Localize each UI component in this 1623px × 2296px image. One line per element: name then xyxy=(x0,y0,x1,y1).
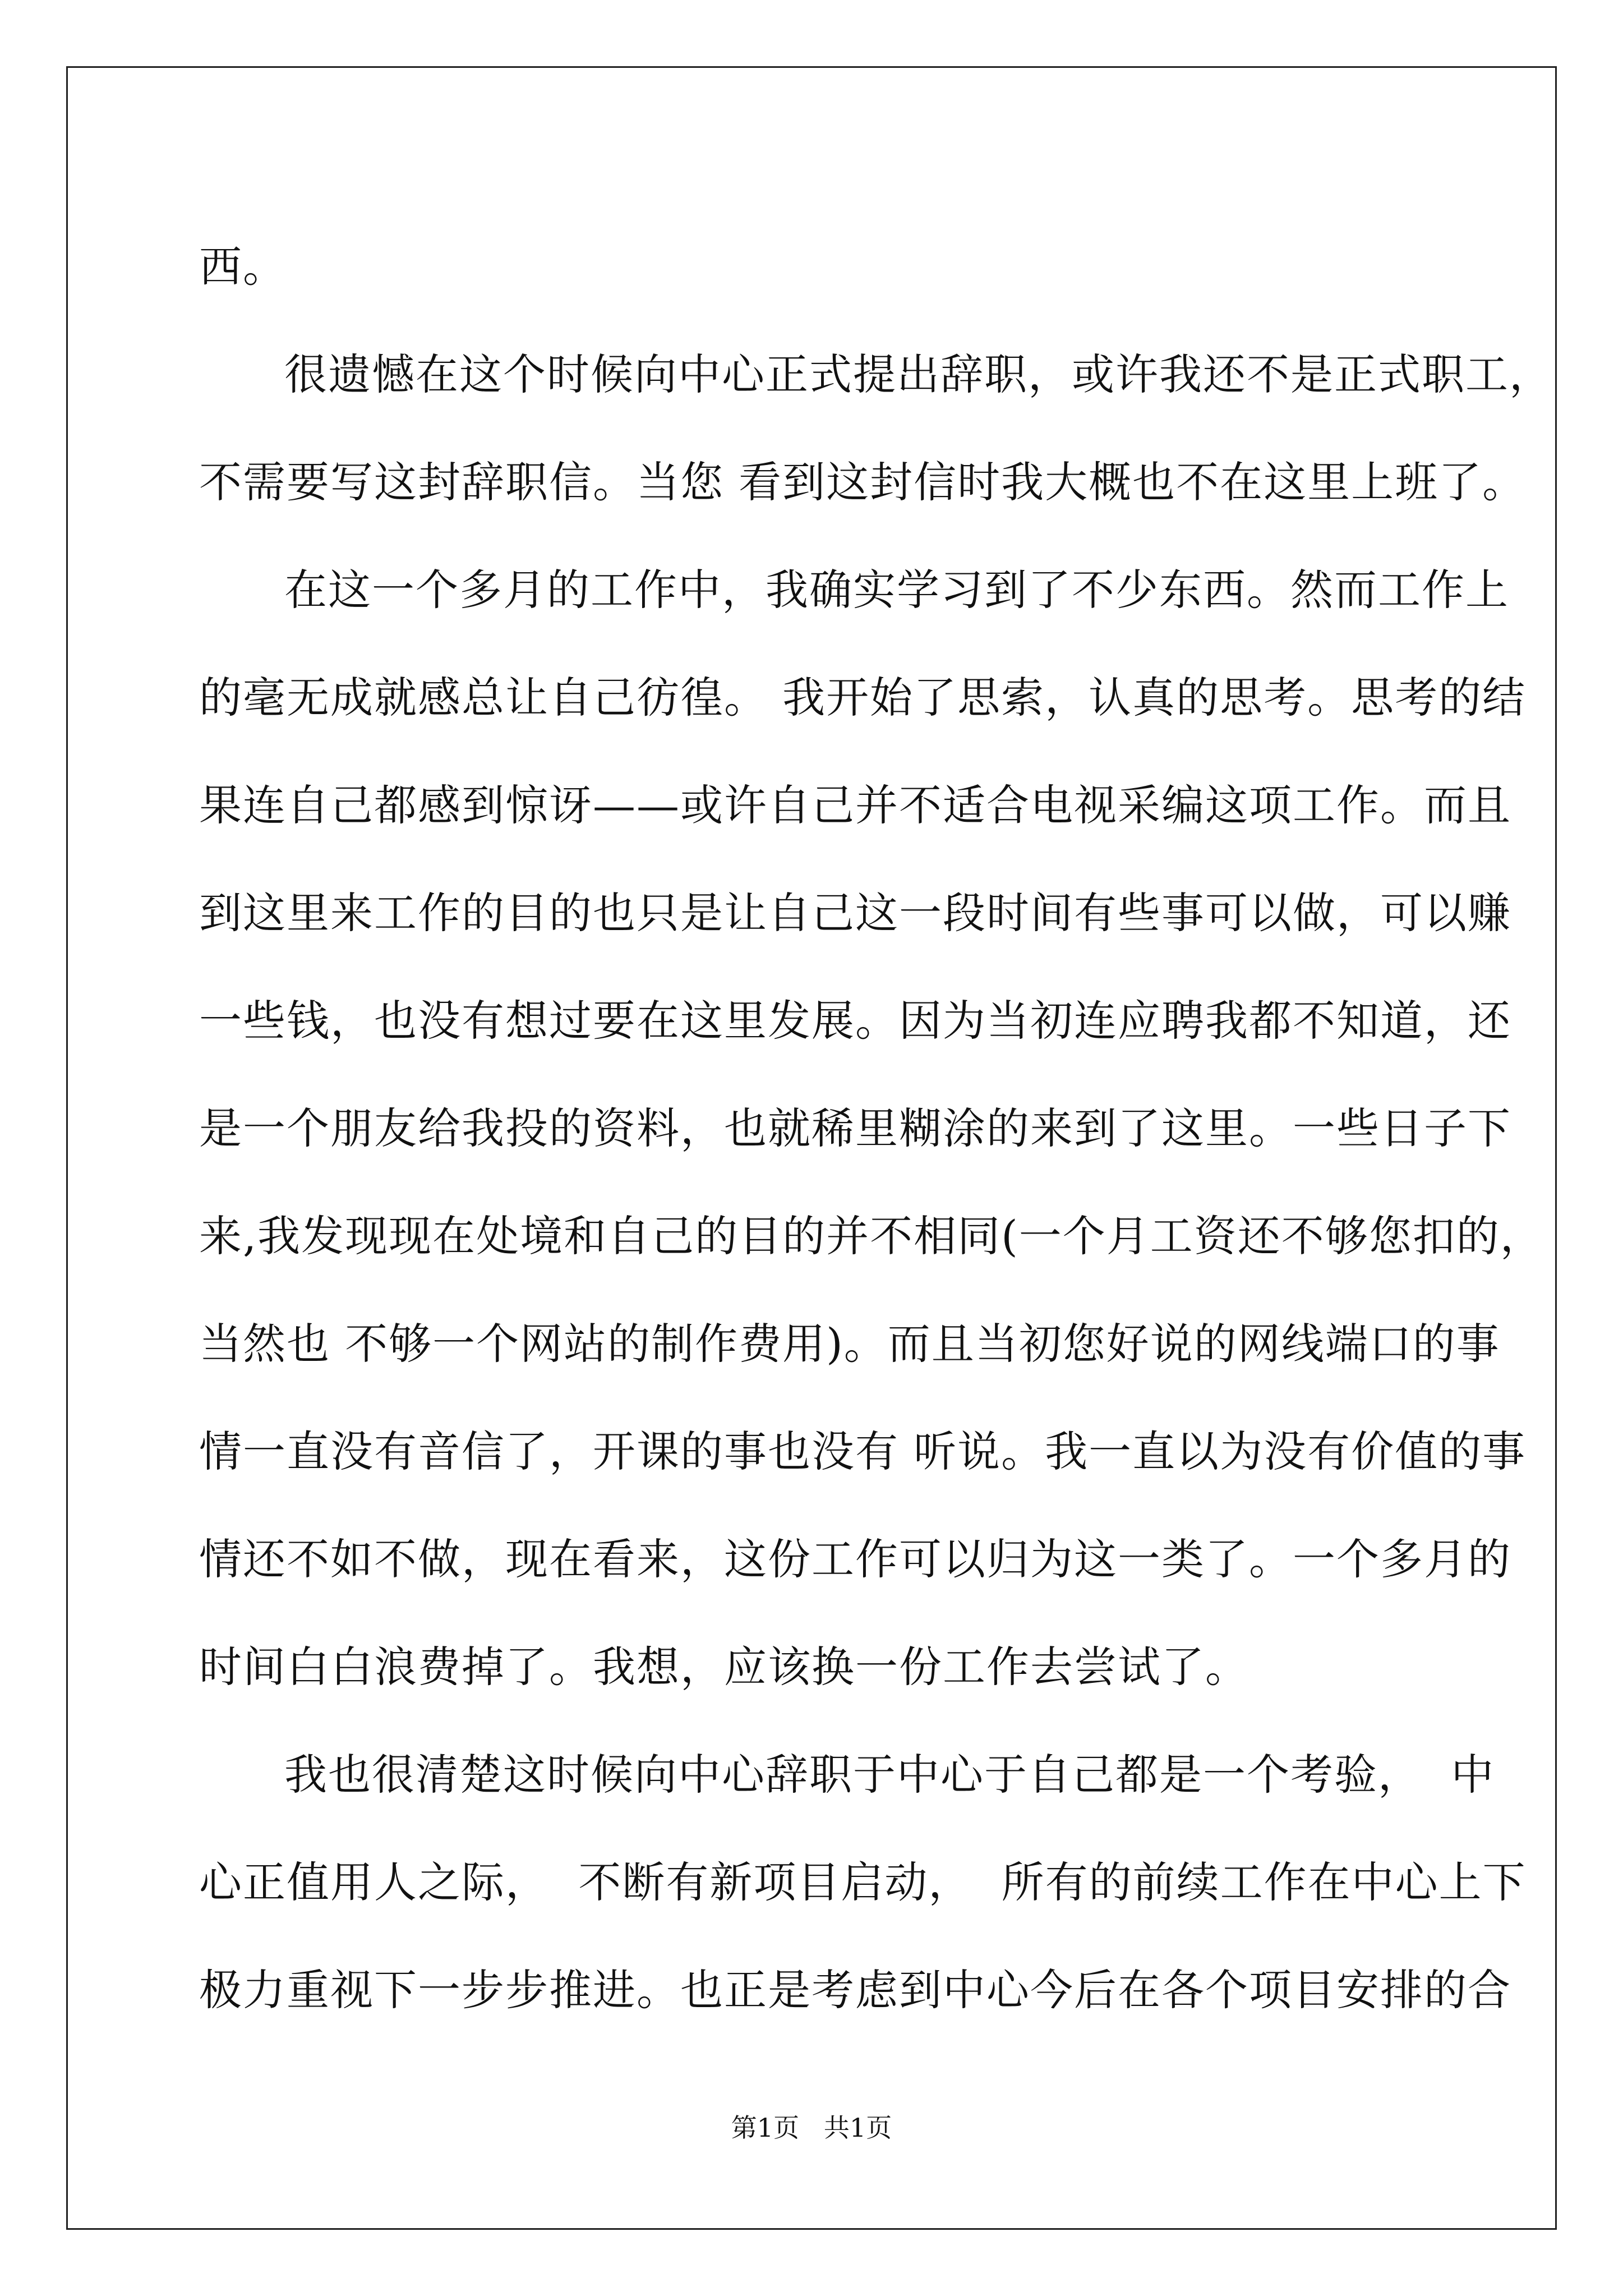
text-line: 是一个朋友给我投的资料，也就稀里糊涂的来到了这里。一些日子下 xyxy=(199,1103,1511,1153)
page-footer: 第1页 共1页 xyxy=(731,2113,892,2143)
paragraph-start-line: 我也很清楚这时候向中心辞职于中心于自己都是一个考验， 中 xyxy=(284,1750,1495,1800)
text-line: 心正值用人之际， 不断有新项目启动， 所有的前续工作在中心上下 xyxy=(199,1857,1527,1907)
text-line: 来,我发现现在处境和自己的目的并不相同(一个月工资还不够您扣的， xyxy=(199,1211,1544,1261)
paragraph-start-line: 很遗憾在这个时候向中心正式提出辞职，或许我还不是正式职工， xyxy=(284,349,1553,399)
document-body xyxy=(199,213,1553,2044)
text-line: 一些钱，也没有想过要在这里发展。因为当初连应聘我都不知道，还 xyxy=(199,996,1511,1046)
text-line: 时间白白浪费掉了。我想，应该换一份工作去尝试了。 xyxy=(199,1642,1249,1692)
text-line: 果连自己都感到惊讶——或许自己并不适合电视采编这项工作。而且 xyxy=(199,780,1511,830)
text-line: 情还不如不做，现在看来，这份工作可以归为这一类了。一个多月的 xyxy=(199,1534,1511,1584)
text-line: 的毫无成就感总让自己彷徨。 我开始了思索，认真的思考。思考的结 xyxy=(199,673,1527,723)
text-line: 西。 xyxy=(199,242,287,292)
text-line: 极力重视下一步步推进。也正是考虑到中心今后在各个项目安排的合 xyxy=(199,1965,1511,2015)
text-line: 情一直没有音信了，开课的事也没有 听说。我一直以为没有价值的事 xyxy=(199,1427,1527,1476)
paragraph-start-line: 在这一个多月的工作中，我确实学习到了不少东西。然而工作上 xyxy=(284,565,1509,615)
text-line: 到这里来工作的目的也只是让自己这一段时间有些事可以做，可以赚 xyxy=(199,888,1511,938)
text-line: 当然也 不够一个网站的制作费用)。而且当初您好说的网线端口的事 xyxy=(199,1319,1500,1369)
text-line: 不需要写这封辞职信。当您 看到这封信时我大概也不在这里上班了。 xyxy=(199,457,1527,507)
